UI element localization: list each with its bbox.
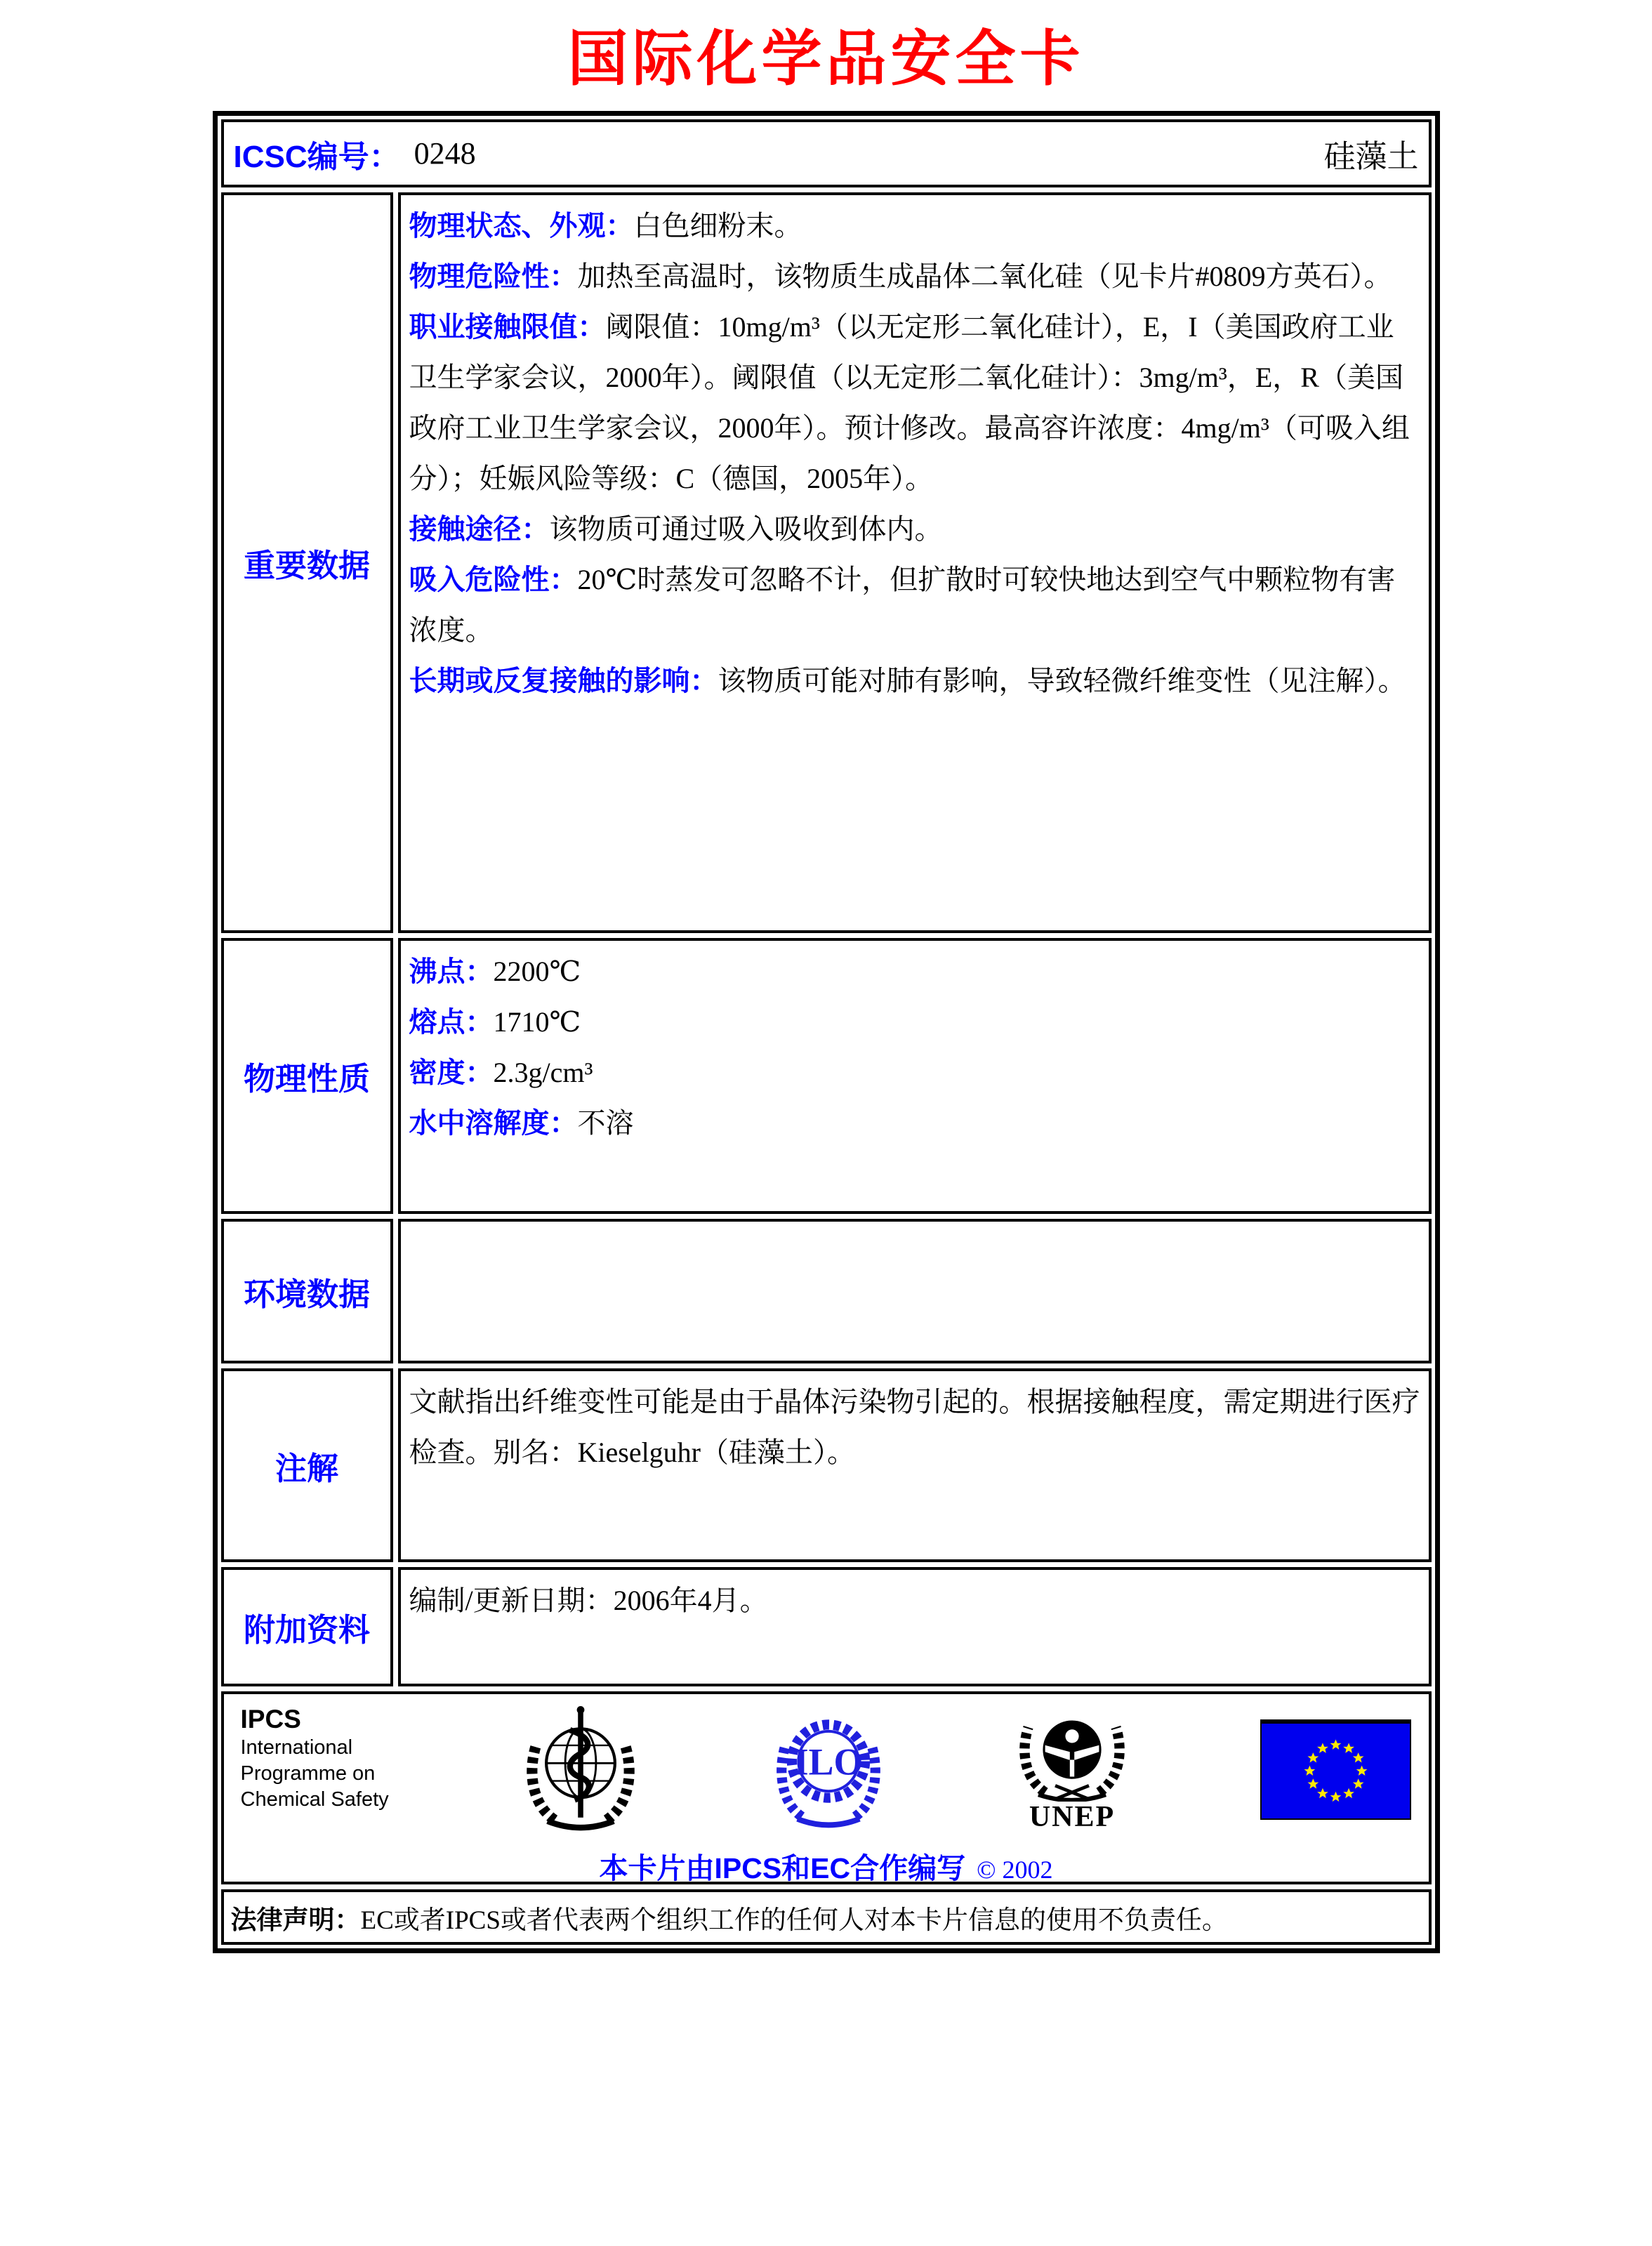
environmental-data-content — [398, 1219, 1432, 1363]
additional-info-label-cell — [221, 1567, 393, 1686]
eu-flag-icon — [1260, 1719, 1411, 1820]
physical-item-boiling-point — [409, 946, 1420, 997]
unep-label: UNEP — [1029, 1801, 1116, 1833]
physical-item-density — [409, 1048, 1420, 1098]
footer-row — [221, 1691, 1432, 1884]
legal-row — [221, 1889, 1432, 1945]
icsc-number-value: 0248 — [414, 136, 476, 171]
notes-content — [398, 1368, 1432, 1562]
item-label: 密度： — [409, 1057, 494, 1088]
item-text: 白色细粉末。 — [633, 210, 802, 242]
logos-strip — [241, 1704, 1412, 1835]
physical-item-water-solubility — [409, 1098, 1420, 1149]
important-item-inhalation-risk — [409, 555, 1420, 656]
item-label: 水中溶解度： — [409, 1108, 578, 1139]
item-label: 接触途径： — [409, 514, 550, 545]
item-label: 长期或反复接触的影响： — [409, 666, 718, 696]
item-label: 物理状态、外观： — [409, 211, 634, 242]
notes-text: 文献指出纤维变性可能是由于晶体污染物引起的。根据接触程度，需定期进行医疗检查。别名：Kieselguhr（硅藻土）。 — [409, 1386, 1420, 1468]
notes-label-cell — [221, 1368, 393, 1562]
physical-item-melting-point — [409, 997, 1420, 1048]
important-data-content — [398, 192, 1432, 933]
header-cell — [221, 119, 1432, 187]
section-label-important-data: 重要数据 — [243, 548, 370, 583]
footer-cell — [221, 1691, 1432, 1884]
physical-properties-content — [398, 938, 1432, 1214]
important-item-long-term-effects — [409, 656, 1420, 706]
ilo-logo-icon — [773, 1704, 884, 1835]
item-text: 该物质可通过吸入吸收到体内。 — [549, 513, 943, 545]
additional-info-content — [398, 1567, 1432, 1686]
item-text: 加热至高温时，该物质生成晶体二氧化硅（见卡片#0809方英石）。 — [577, 260, 1392, 292]
ipcs-line-1: International — [240, 1736, 353, 1759]
ipcs-line-3: Chemical Safety — [240, 1788, 389, 1811]
chemical-name: 硅藻土 — [1323, 139, 1419, 174]
who-logo-icon — [521, 1704, 640, 1835]
section-additional-info — [221, 1567, 1432, 1686]
legal-cell — [221, 1889, 1432, 1945]
page-title: 国际化学品安全卡 — [567, 25, 1085, 93]
section-physical-properties — [221, 938, 1432, 1214]
icsc-number-label: ICSC编号： — [233, 139, 400, 174]
item-label: 职业接触限值： — [409, 312, 606, 343]
important-item-exposure-routes — [409, 504, 1420, 555]
item-text: 20℃时蒸发可忽略不计，但扩散时可较快地达到空气中颗粒物有害浓度。 — [409, 564, 1396, 646]
legal-text: EC或者IPCS或者代表两个组织工作的任何人对本卡片信息的使用不负责任。 — [360, 1905, 1228, 1935]
credit-text: 本卡片由IPCS和EC合作编写 — [599, 1852, 966, 1884]
ilo-letters: ILO — [793, 1740, 863, 1783]
section-label-physical-properties: 物理性质 — [243, 1061, 370, 1097]
item-text: 2.3g/cm³ — [493, 1057, 593, 1088]
important-item-physical-danger — [409, 251, 1420, 302]
item-text: 2200℃ — [493, 956, 581, 987]
important-item-physical-state — [409, 201, 1420, 251]
item-text: 不溶 — [577, 1107, 634, 1139]
section-label-notes: 注解 — [275, 1450, 338, 1486]
unep-logo-icon — [1016, 1707, 1128, 1832]
important-data-label-cell — [221, 192, 393, 933]
item-label: 吸入危险性： — [409, 564, 578, 595]
important-item-exposure-limits — [409, 302, 1420, 504]
section-environmental-data — [221, 1219, 1432, 1363]
item-text: 该物质可能对肺有影响，导致轻微纤维变性（见注解）。 — [718, 665, 1406, 696]
ipcs-line-2: Programme on — [240, 1762, 376, 1785]
item-text: 阈限值：10mg/m³（以无定形二氧化硅计），E，I（美国政府工业卫生学家会议，2000年）。阈限值（以无定形二氧化硅计）：3mg/m³，E，R（美国政府工业卫生学家会议，2000年）。预计修改。最高容许浓度：4mg/m³（可吸入组分）；妊娠风险等级：C（德国，2005年）。 — [409, 311, 1410, 494]
page — [0, 10, 1652, 1953]
item-label: 物理危险性： — [409, 261, 578, 292]
icsc-card — [213, 111, 1440, 1953]
section-label-environmental-data: 环境数据 — [243, 1276, 370, 1312]
credit-line — [241, 1845, 1412, 1887]
ipcs-text-block — [241, 1704, 389, 1813]
item-label: 沸点： — [409, 956, 494, 987]
additional-info-text: 编制/更新日期：2006年4月。 — [409, 1585, 768, 1616]
header-row — [221, 119, 1432, 187]
section-notes — [221, 1368, 1432, 1562]
physical-properties-label-cell — [221, 938, 393, 1214]
environmental-data-label-cell — [221, 1219, 393, 1363]
section-label-additional-info: 附加资料 — [243, 1611, 370, 1648]
legal-label: 法律声明： — [230, 1905, 361, 1934]
ipcs-acronym: IPCS — [240, 1705, 301, 1733]
copyright-text: © 2002 — [977, 1856, 1053, 1884]
section-important-data — [221, 192, 1432, 933]
item-label: 熔点： — [409, 1007, 494, 1038]
item-text: 1710℃ — [493, 1006, 581, 1038]
